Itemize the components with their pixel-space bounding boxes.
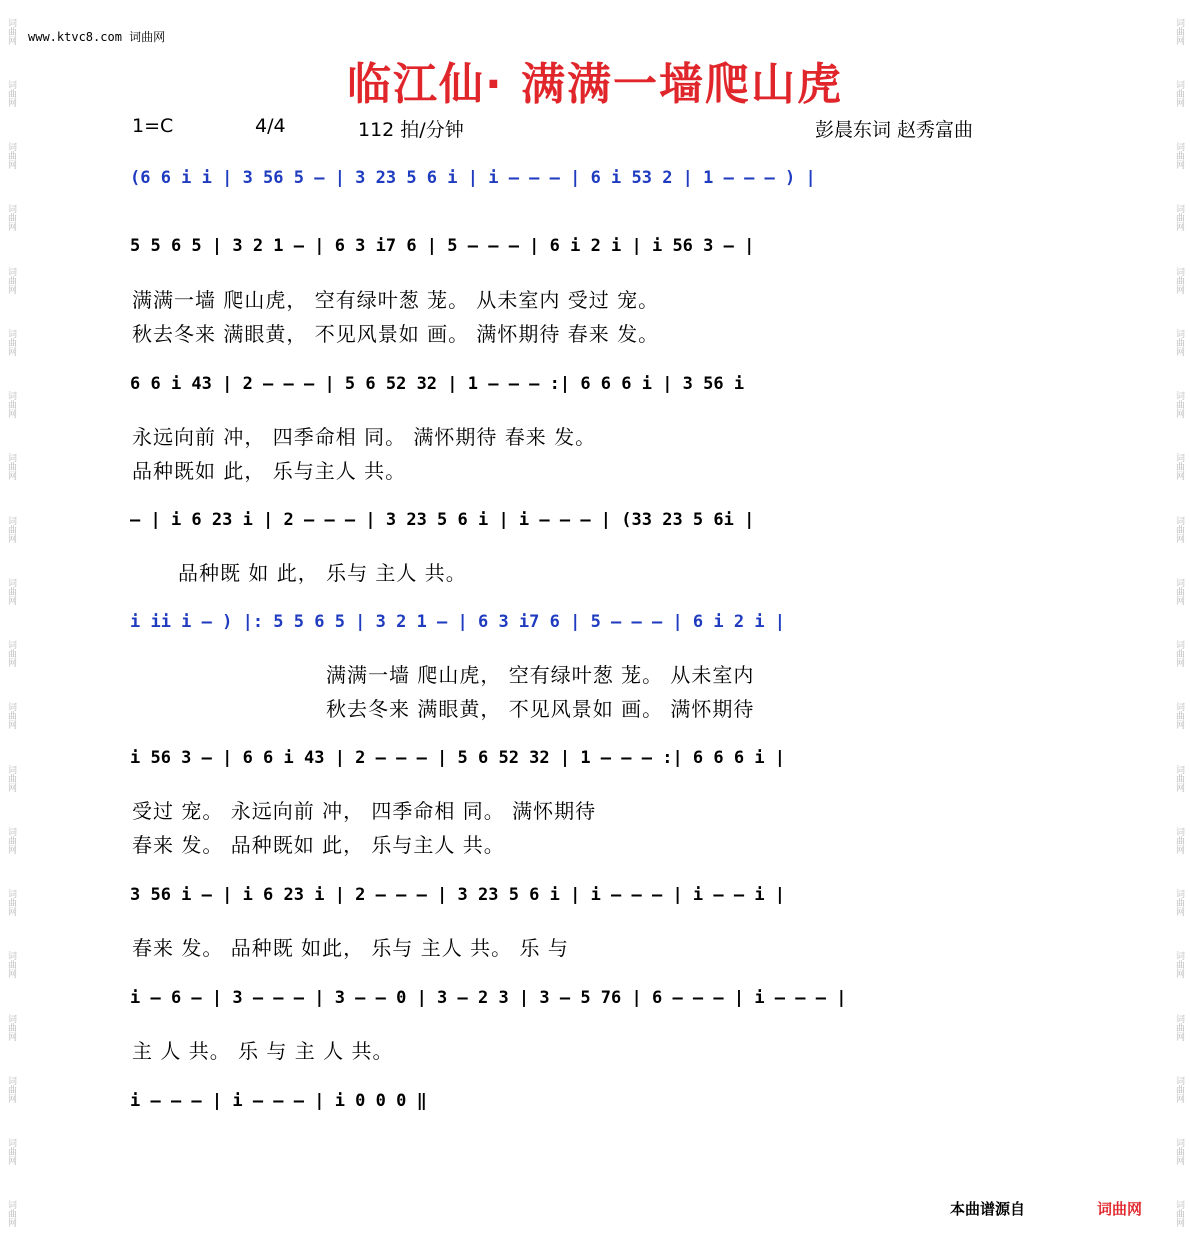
score-line-4: – | i 6 23 i | 2 – – – | 3 23 5 6 i | i – – – | (33 23 5 6i | xyxy=(130,510,755,530)
lyric-line-2b: 秋去冬来 满眼黄， 不见风景如 画。 满怀期待 春来 发。 xyxy=(132,322,660,346)
lyric-line-5b: 秋去冬来 满眼黄， 不见风景如 画。 满怀期待 xyxy=(326,697,755,721)
credits: 彭晨东词 赵秀富曲 xyxy=(815,119,974,141)
lyric-line-6a: 受过 宠。 永远向前 冲， 四季命相 同。 满怀期待 xyxy=(132,799,597,823)
lyric-line-2a: 满满一墙 爬山虎， 空有绿叶葱 茏。 从未室内 受过 宠。 xyxy=(132,288,660,312)
right-watermark-strip: 词曲网 词曲网 词曲网 词曲网 词曲网 词曲网 词曲网 词曲网 词曲网 词曲网 词曲网 词曲网 词曲网 词曲网 词曲网 词曲网 词曲网 词曲网 词曲网 词曲网 xyxy=(1174,17,1184,1228)
time-signature: 4/4 xyxy=(255,115,286,137)
score-line-5: i ii i – ) |: 5 5 6 5 | 3 2 1 – | 6 3 i7 6 | 5 – – – | 6 i 2 i | xyxy=(130,612,786,632)
song-title: 临江仙· 满满一墙爬山虎 xyxy=(346,59,844,110)
score-line-3: 6 6 i 43 | 2 – – – | 5 6 52 32 | 1 – – – :| 6 6 6 i | 3 56 i xyxy=(130,374,745,394)
lyric-line-3a: 永远向前 冲， 四季命相 同。 满怀期待 春来 发。 xyxy=(132,425,597,449)
lyric-line-3b: 品种既如 此， 乐与主人 共。 xyxy=(132,459,407,483)
score-line-7: 3 56 i – | i 6 23 i | 2 – – – | 3 23 5 6 i | i – – – | i – – i | xyxy=(130,885,786,905)
left-watermark-strip: 词曲网 词曲网 词曲网 词曲网 词曲网 词曲网 词曲网 词曲网 词曲网 词曲网 词曲网 词曲网 词曲网 词曲网 词曲网 词曲网 词曲网 词曲网 词曲网 词曲网 xyxy=(6,17,16,1228)
lyric-line-6b: 春来 发。 品种既如 此， 乐与主人 共。 xyxy=(132,833,505,857)
score-line-2: 5 5 6 5 | 3 2 1 – | 6 3 i7 6 | 5 – – – | 6 i 2 i | i 56 3 – | xyxy=(130,236,755,256)
score-line-8: i – 6 – | 3 – – – | 3 – – 0 | 3 – 2 3 | 3 – 5 76 | 6 – – – | i – – – | xyxy=(130,988,847,1008)
lyric-line-8: 主 人 共。 乐 与 主 人 共。 xyxy=(132,1039,394,1063)
key-signature: 1=C xyxy=(132,115,174,137)
lyric-line-4: 品种既 如 此， 乐与 主人 共。 xyxy=(178,561,467,585)
tempo: 112 拍/分钟 xyxy=(358,119,464,141)
footer-source: 本曲谱源自 xyxy=(950,1200,1026,1218)
score-line-9: i – – – | i – – – | i 0 0 0 ‖ xyxy=(130,1091,427,1111)
score-line-6: i 56 3 – | 6 6 i 43 | 2 – – – | 5 6 52 32 | 1 – – – :| 6 6 6 i | xyxy=(130,748,786,768)
score-line-1: (6 6 i i | 3 56 5 – | 3 23 5 6 i | i – – – | 6 i 53 2 | 1 – – – ) | xyxy=(130,168,816,188)
lyric-line-5a: 满满一墙 爬山虎， 空有绿叶葱 茏。 从未室内 xyxy=(326,663,755,687)
site-url: www.ktvc8.com 词曲网 xyxy=(28,30,166,44)
lyric-line-7: 春来 发。 品种既 如此， 乐与 主人 共。 乐 与 xyxy=(132,936,569,960)
footer-brand-link[interactable]: 词曲网 xyxy=(1097,1200,1143,1218)
